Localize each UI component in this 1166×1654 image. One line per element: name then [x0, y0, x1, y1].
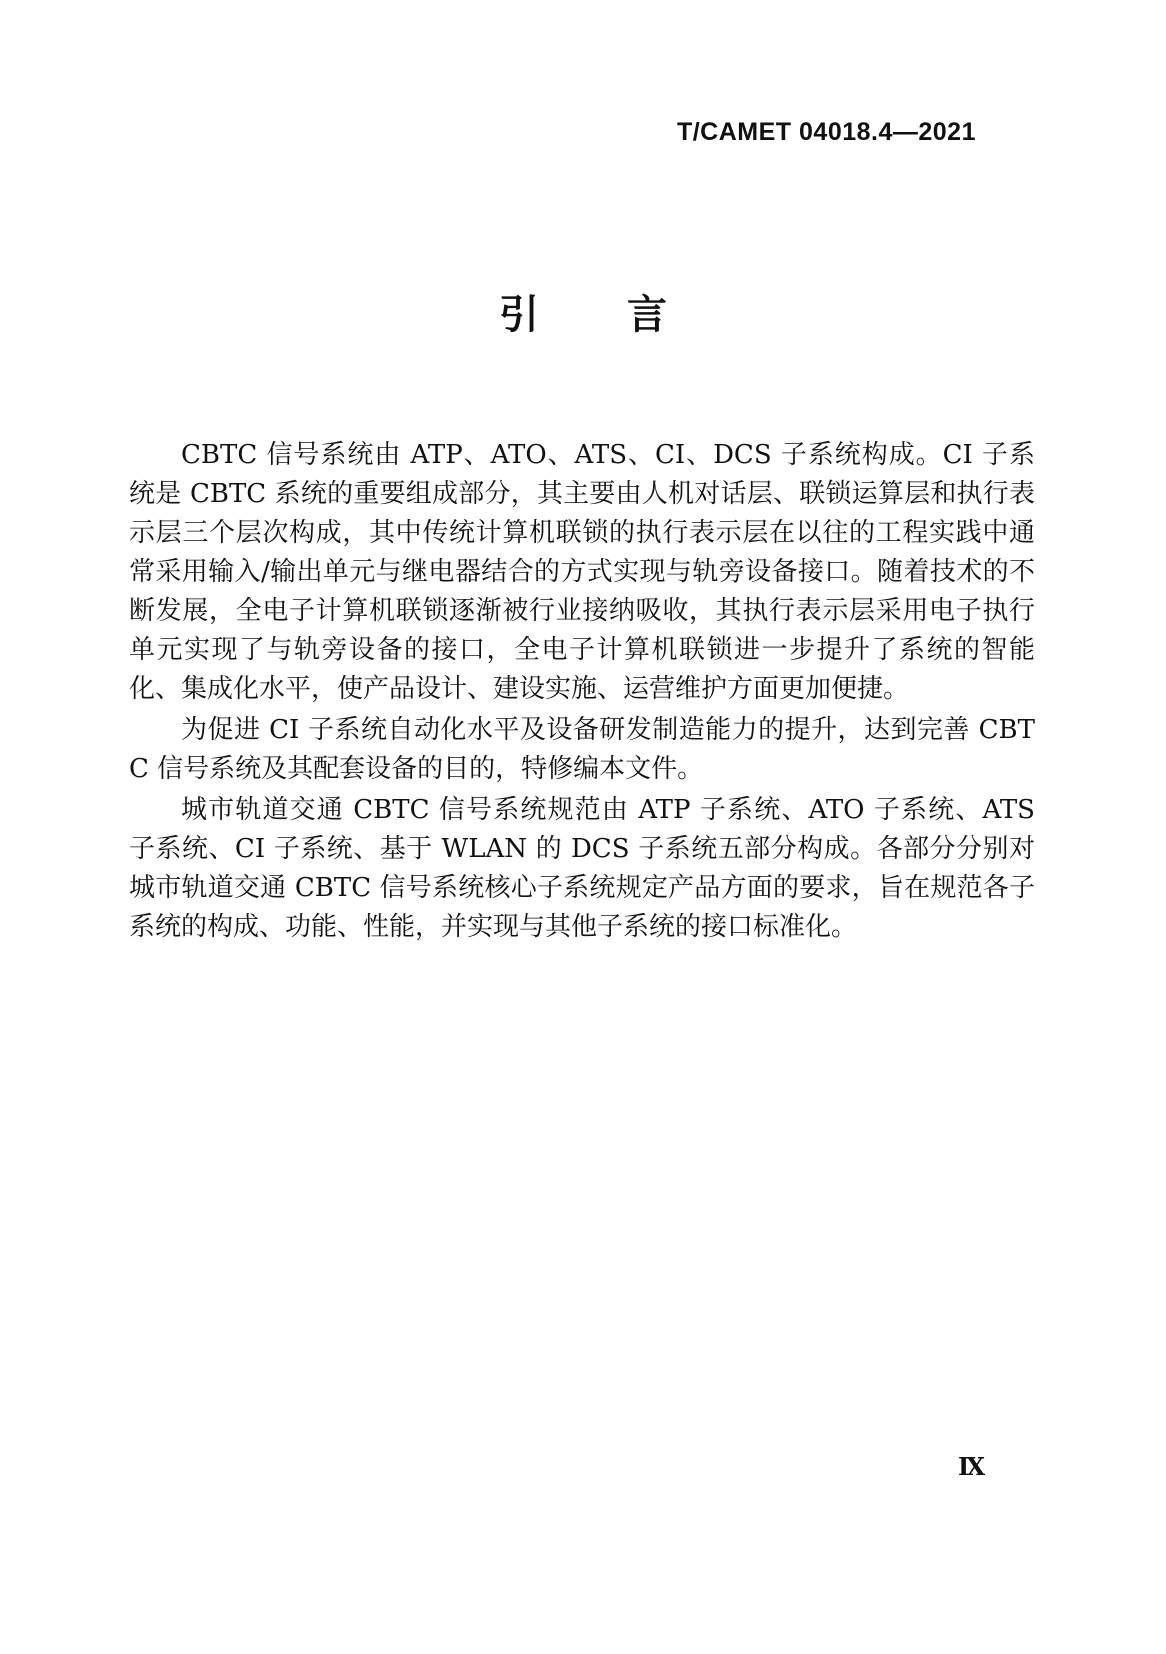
paragraph-3: 城市轨道交通 CBTC 信号系统规范由 ATP 子系统、ATO 子系统、ATS 子系统、CI 子系统、基于 WLAN 的 DCS 子系统五部分构成。各部分分别对城市轨道交通 CBTC 信号系统核心子系统规定产品方面的要求，旨在规范各子系统的构成、功能、性能，并实现与其他子系统的接口标准化。	[129, 795, 1035, 942]
page-number: Ⅸ	[957, 1452, 985, 1481]
page-title: 引言	[499, 291, 755, 338]
document-code: T/CAMET 04018.4—2021	[676, 118, 976, 146]
introduction-body	[129, 436, 1035, 949]
paragraph-2: 为促进 CI 子系统自动化水平及设备研发制造能力的提升，达到完善 CBTC 信号系统及其配套设备的目的，特修编本文件。	[129, 715, 1035, 784]
paragraph-1: CBTC 信号系统由 ATP、ATO、ATS、CI、DCS 子系统构成。CI 子系统是 CBTC 系统的重要组成部分，其主要由人机对话层、联锁运算层和执行表示层三个层次构成，其中传统计算机联锁的执行表示层在以往的工程实践中通常采用输入/输出单元与继电器结合的方式实现与轨旁设备接口。随着技术的不断发展，全电子计算机联锁逐渐被行业接纳吸收，其执行表示层采用电子执行单元实现了与轨旁设备的接口，全电子计算机联锁进一步提升了系统的智能化、集成化水平，使产品设计、建设实施、运营维护方面更加便捷。	[129, 440, 1035, 704]
